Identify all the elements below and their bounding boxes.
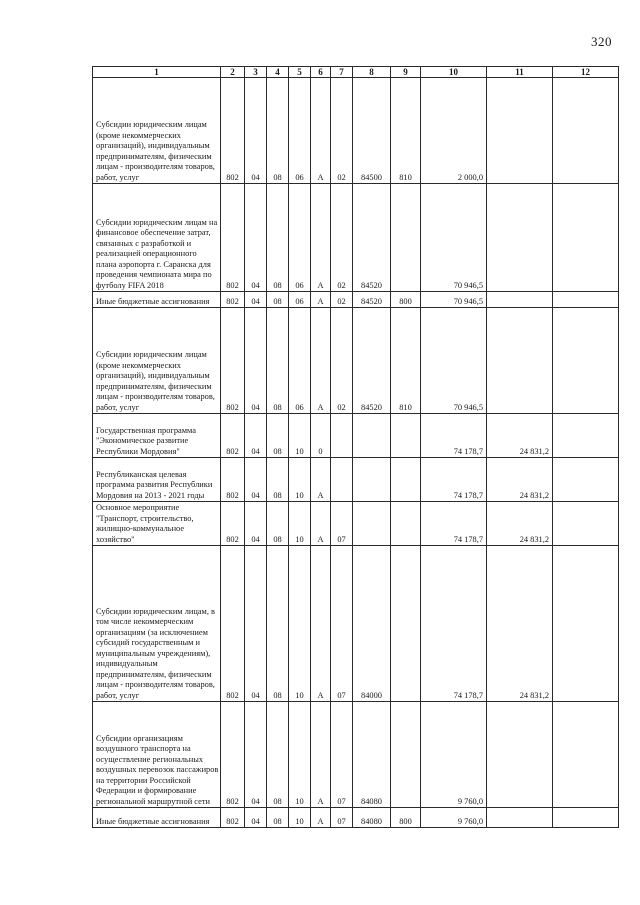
cell-subsection: 08 [267, 292, 289, 308]
cell-event: 02 [331, 292, 353, 308]
cell-expense-type [391, 458, 421, 502]
cell-event: 07 [331, 502, 353, 546]
cell-amount-2020 [553, 546, 619, 702]
table-row [93, 414, 619, 458]
header-row [93, 67, 619, 78]
cell-subprogram: А [311, 458, 331, 502]
cell-admin-code: 802 [221, 702, 245, 808]
cell-subprogram: А [311, 184, 331, 292]
cell-amount-2020 [553, 78, 619, 184]
cell-event: 02 [331, 184, 353, 292]
cell-section: 04 [245, 184, 267, 292]
cell-direction: 84500 [353, 78, 391, 184]
cell-admin-code: 802 [221, 184, 245, 292]
cell-expense-type: 800 [391, 292, 421, 308]
cell-admin-code: 802 [221, 414, 245, 458]
cell-admin-code: 802 [221, 458, 245, 502]
cell-name: Иные бюджетные ассигнования [93, 292, 221, 308]
cell-event: 07 [331, 808, 353, 828]
cell-expense-type: 810 [391, 78, 421, 184]
cell-subsection: 08 [267, 78, 289, 184]
cell-subprogram: А [311, 78, 331, 184]
cell-subprogram: А [311, 292, 331, 308]
table-row [93, 78, 619, 184]
cell-subsection: 08 [267, 808, 289, 828]
cell-amount-2020 [553, 292, 619, 308]
cell-name: Республиканская целевая программа развития Республики Мордовия на 2013 - 2021 годы [93, 458, 221, 502]
cell-amount-2020 [553, 808, 619, 828]
cell-name: Государственная программа "Экономическое развитие Республики Мордовия" [93, 414, 221, 458]
cell-amount-2018: 74 178,7 [421, 414, 487, 458]
cell-section: 04 [245, 78, 267, 184]
table-row [93, 808, 619, 828]
column-header-1: 1 [93, 67, 221, 78]
cell-admin-code: 802 [221, 546, 245, 702]
cell-name: Иные бюджетные ассигнования [93, 808, 221, 828]
cell-amount-2019 [487, 184, 553, 292]
cell-section: 04 [245, 702, 267, 808]
cell-section: 04 [245, 502, 267, 546]
cell-subsection: 08 [267, 414, 289, 458]
cell-amount-2019 [487, 78, 553, 184]
cell-subprogram: 0 [311, 414, 331, 458]
cell-program: 10 [289, 808, 311, 828]
cell-direction [353, 414, 391, 458]
cell-admin-code: 802 [221, 292, 245, 308]
cell-program: 06 [289, 78, 311, 184]
cell-amount-2018: 74 178,7 [421, 502, 487, 546]
cell-direction [353, 502, 391, 546]
cell-program: 10 [289, 502, 311, 546]
cell-direction: 84000 [353, 546, 391, 702]
cell-name: Субсидии юридическим лицам (кроме некоммерческих организаций), индивидуальным предпринимателям, физическим лицам - производителям товаров, работ, услуг [93, 308, 221, 414]
column-header-5: 5 [289, 67, 311, 78]
cell-amount-2019: 24 831,2 [487, 502, 553, 546]
cell-event: 07 [331, 546, 353, 702]
cell-subprogram: А [311, 502, 331, 546]
budget-table [92, 66, 619, 828]
column-header-12: 12 [553, 67, 619, 78]
table-row [93, 458, 619, 502]
cell-amount-2018: 70 946,5 [421, 184, 487, 292]
table-row [93, 546, 619, 702]
column-header-9: 9 [391, 67, 421, 78]
cell-amount-2019 [487, 808, 553, 828]
cell-expense-type [391, 546, 421, 702]
cell-expense-type: 800 [391, 808, 421, 828]
cell-subsection: 08 [267, 546, 289, 702]
cell-name: Субсидии юридическим лицам, в том числе некоммерческим организациям (за исключением субсидий государственным и муниципальным учреждениям), индивидуальным предпринимателям, физическим лицам - производителям товаров, работ, услуг [93, 546, 221, 702]
cell-direction: 84520 [353, 292, 391, 308]
cell-expense-type [391, 184, 421, 292]
cell-event [331, 458, 353, 502]
cell-event [331, 414, 353, 458]
cell-amount-2018: 9 760,0 [421, 702, 487, 808]
cell-direction [353, 458, 391, 502]
cell-amount-2018: 74 178,7 [421, 458, 487, 502]
cell-subprogram: А [311, 308, 331, 414]
cell-amount-2019 [487, 292, 553, 308]
column-header-4: 4 [267, 67, 289, 78]
cell-amount-2020 [553, 414, 619, 458]
cell-subprogram: А [311, 546, 331, 702]
column-header-8: 8 [353, 67, 391, 78]
cell-program: 06 [289, 292, 311, 308]
cell-amount-2019: 24 831,2 [487, 414, 553, 458]
cell-program: 10 [289, 546, 311, 702]
column-header-11: 11 [487, 67, 553, 78]
cell-event: 02 [331, 78, 353, 184]
cell-expense-type [391, 414, 421, 458]
cell-section: 04 [245, 808, 267, 828]
cell-section: 04 [245, 308, 267, 414]
cell-admin-code: 802 [221, 808, 245, 828]
cell-section: 04 [245, 292, 267, 308]
cell-subsection: 08 [267, 308, 289, 414]
cell-expense-type [391, 702, 421, 808]
table-row [93, 308, 619, 414]
cell-amount-2018: 70 946,5 [421, 292, 487, 308]
cell-admin-code: 802 [221, 308, 245, 414]
cell-name: Субсидии юридическим лицам на финансовое обеспечение затрат, связанных с разработкой и реализацией операционного плана аэропорта г. Саранска для проведения чемпионата мира по футболу FIFA 2018 [93, 184, 221, 292]
cell-program: 06 [289, 184, 311, 292]
cell-amount-2019: 24 831,2 [487, 546, 553, 702]
table-row [93, 184, 619, 292]
cell-event: 02 [331, 308, 353, 414]
cell-amount-2020 [553, 702, 619, 808]
cell-amount-2019 [487, 702, 553, 808]
cell-amount-2018: 70 946,5 [421, 308, 487, 414]
column-header-6: 6 [311, 67, 331, 78]
cell-amount-2019 [487, 308, 553, 414]
column-header-3: 3 [245, 67, 267, 78]
cell-amount-2018: 9 760,0 [421, 808, 487, 828]
table-row [93, 292, 619, 308]
cell-subsection: 08 [267, 184, 289, 292]
cell-admin-code: 802 [221, 78, 245, 184]
table-row [93, 702, 619, 808]
cell-amount-2020 [553, 184, 619, 292]
cell-amount-2018: 74 178,7 [421, 546, 487, 702]
cell-section: 04 [245, 414, 267, 458]
cell-program: 10 [289, 702, 311, 808]
cell-program: 10 [289, 414, 311, 458]
cell-amount-2018: 2 000,0 [421, 78, 487, 184]
cell-expense-type [391, 502, 421, 546]
table-body [93, 78, 619, 828]
cell-event: 07 [331, 702, 353, 808]
cell-amount-2020 [553, 502, 619, 546]
cell-name: Основное мероприятие "Транспорт, строительство, жилищно-коммунальное хозяйство" [93, 502, 221, 546]
cell-subsection: 08 [267, 458, 289, 502]
column-header-10: 10 [421, 67, 487, 78]
cell-amount-2020 [553, 458, 619, 502]
cell-program: 06 [289, 308, 311, 414]
table-row [93, 502, 619, 546]
cell-admin-code: 802 [221, 502, 245, 546]
cell-section: 04 [245, 458, 267, 502]
cell-direction: 84520 [353, 308, 391, 414]
cell-amount-2020 [553, 308, 619, 414]
cell-subprogram: А [311, 702, 331, 808]
cell-section: 04 [245, 546, 267, 702]
cell-amount-2019: 24 831,2 [487, 458, 553, 502]
cell-subsection: 08 [267, 702, 289, 808]
column-header-7: 7 [331, 67, 353, 78]
cell-name: Субсидии юридическим лицам (кроме некоммерческих организаций), индивидуальным предпринимателям, физическим лицам - производителям товаров, работ, услуг [93, 78, 221, 184]
column-header-2: 2 [221, 67, 245, 78]
cell-expense-type: 810 [391, 308, 421, 414]
cell-name: Субсидии организациям воздушного транспорта на осуществление региональных воздушных перевозок пассажиров на территории Российской Федерации и формирование региональной маршрутной сети [93, 702, 221, 808]
page-number: 320 [591, 34, 612, 49]
cell-direction: 84080 [353, 808, 391, 828]
cell-subprogram: А [311, 808, 331, 828]
cell-subsection: 08 [267, 502, 289, 546]
cell-direction: 84080 [353, 702, 391, 808]
cell-program: 10 [289, 458, 311, 502]
cell-direction: 84520 [353, 184, 391, 292]
